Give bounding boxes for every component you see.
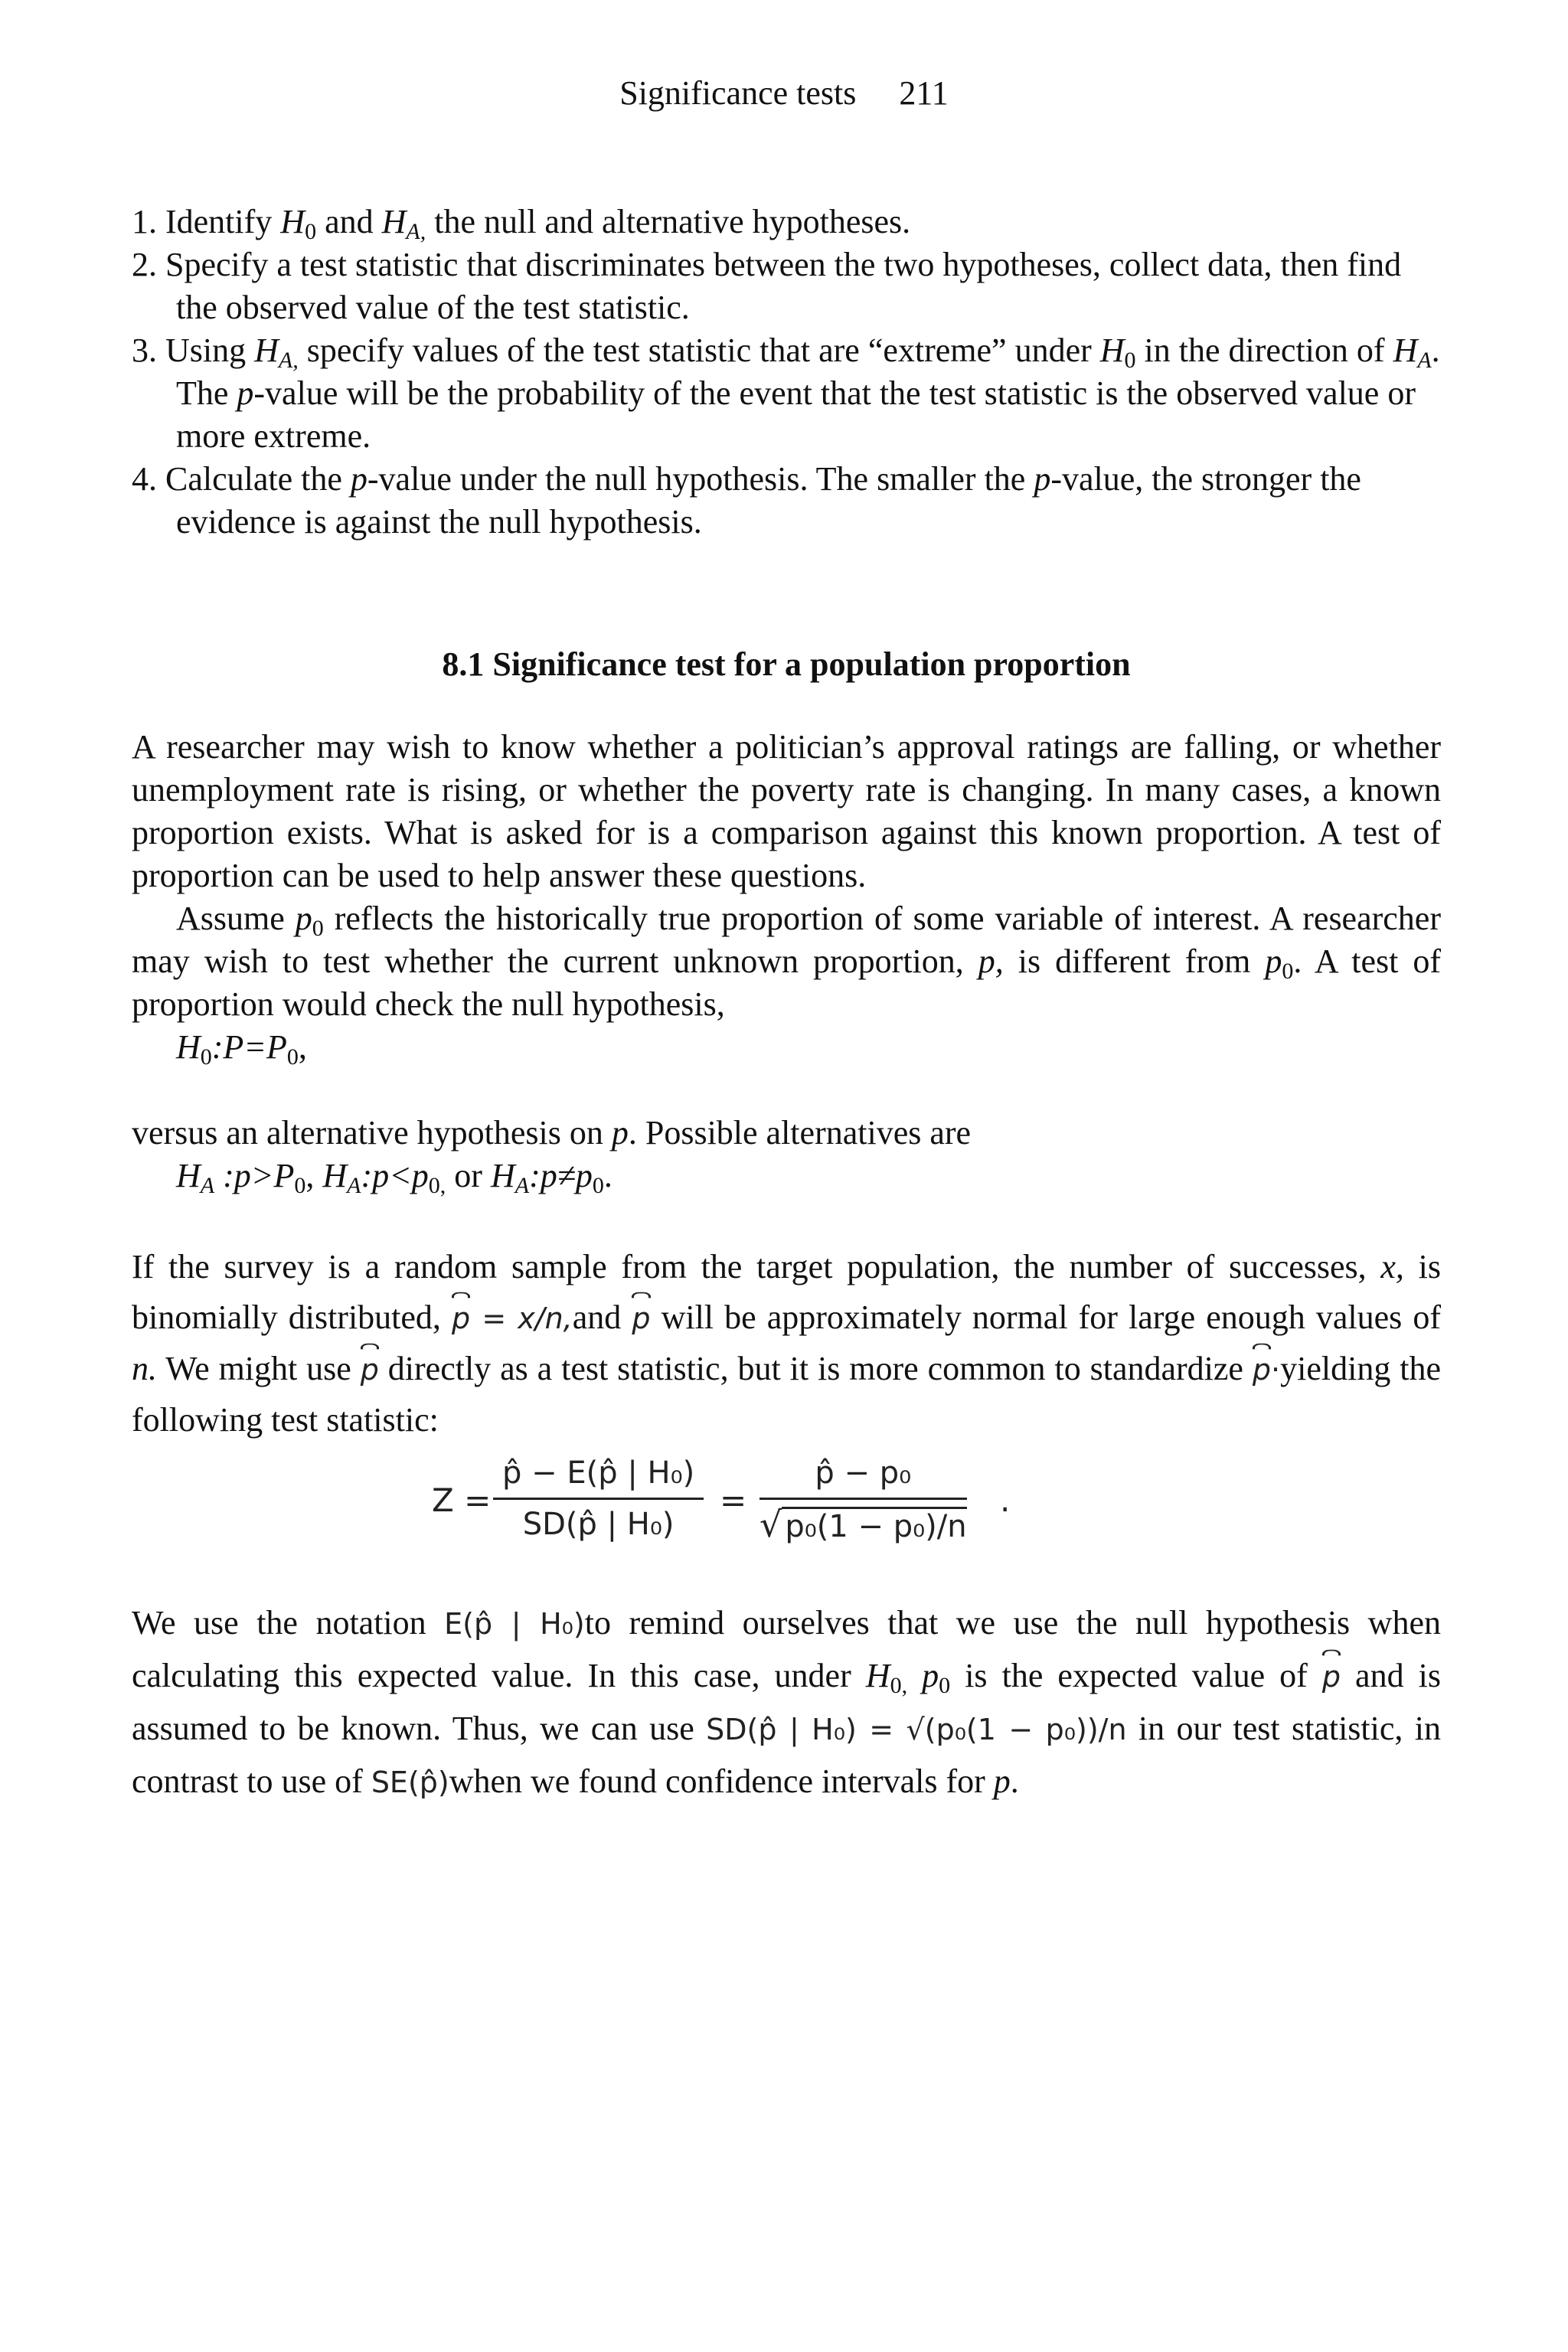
step-2: 2. Specify a test statistic that discriminates between the two hypotheses, collect data, then find the observed value of the test statistic. — [132, 246, 1402, 326]
procedure-steps — [132, 201, 1441, 544]
z-label: Z = — [432, 1481, 492, 1519]
sd-notation: SD(p̂ | H₀) = √(p₀(1 − p₀))/n — [706, 1713, 1127, 1746]
equals-sign: = — [720, 1481, 747, 1519]
step-3: 3. Using $H_{A,}$ specify values of the test statistic that are “extreme” under $H_0$ in the direction of $H_A$. The p-value will be the probability of the event that the test statistic is the observed value or more extreme. — [132, 332, 1440, 455]
paragraph-notation: We use the notation E(p̂ | H₀)to remind ourselves that we use the null hypothesis when calculating this expected value. In this case, under $H_{0,}$ $p_0$ is the expected value of p and is assumed to be known. Thus, we can use SD(p̂ | H₀) = √(p₀(1 − p₀))/n in our test statistic, in contrast to use of SE(p̂)when we found confidence intervals for p. — [132, 1604, 1441, 1800]
fraction-standardized: $\frac{\text{p̂ − E(p̂ | H₀)}}{\text{SD(p̂ | H₀)}}$ — [493, 1452, 704, 1546]
alternative-hypotheses: $H_A$ $:p>P_0$, $H_A:p<p_{0,}$ or $H_A:p\ne p_0$. — [176, 1157, 612, 1198]
null-hypothesis: $H_0:P=P_0$, — [176, 1028, 307, 1070]
header-title: Significance tests — [619, 74, 857, 112]
page-body — [132, 201, 1441, 1808]
running-header — [0, 74, 1568, 113]
paragraph-intro: A researcher may wish to know whether a politician’s approval ratings are falling, or whether unemployment rate is rising, or whether the poverty rate is changing. In many cases, a known proportion exists. What is asked for is a comparison against this known proportion. A test of proportion can be used to help answer these questions. — [132, 728, 1441, 894]
page-number: 211 — [899, 74, 949, 112]
paragraph-assume: Assume $p_0$ reflects the historically true proportion of some variable of interest. A researcher may wish to test whether the current unknown proportion, p, is different from $p_0$. A test of proportion would check the null hypothesis, — [132, 900, 1441, 1023]
expected-value-notation: E(p̂ | H₀) — [444, 1607, 585, 1641]
step-1: 1. Identify $H_0$ and $H_{A,}$ the null and alternative hypotheses. — [132, 203, 911, 244]
paragraph-versus: versus an alternative hypothesis on p. Possible alternatives are — [132, 1114, 972, 1152]
test-statistic-formula: Z = $\frac{\text{p̂ − E(p̂ | H₀)}}{\text{SD(p̂ | H₀)}}$ = $\frac{\text{p̂ − p₀}}{\text{√ p₀(1 − p₀)/n}}$ . — [132, 1452, 1441, 1566]
paragraph-binomial: If the survey is a random sample from the target population, the number of successes, x, is binomially distributed, p = x/n,and p will be approximately normal for large enough values of n. We might use p directly as a test statistic, but it is more common to standardize p·yielding the following test statistic: — [132, 1248, 1441, 1439]
se-notation: SE(p̂) — [371, 1766, 449, 1799]
fraction-proportion: $\frac{\text{p̂ − p₀}}{\text{√ p₀(1 − p₀)/n}}$ — [760, 1452, 967, 1548]
section-heading: 8.1 Significance test for a population proportion — [442, 645, 1131, 683]
step-4: 4. Calculate the p-value under the null hypothesis. The smaller the p-value, the stronger the evidence is against the null hypothesis. — [132, 460, 1361, 541]
